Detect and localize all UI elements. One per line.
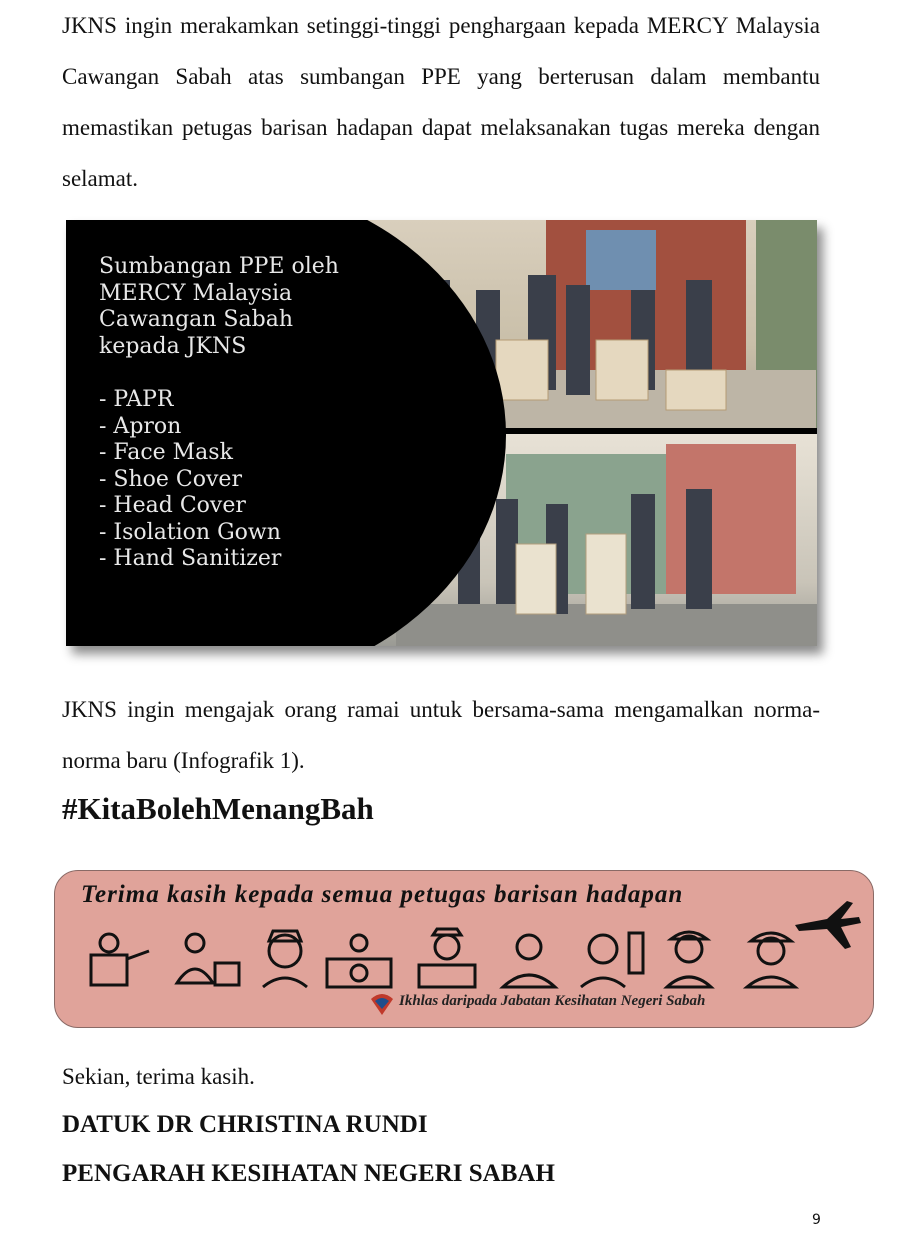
thank-you-banner [54,870,874,1028]
doctor-icon [503,935,555,987]
firefighter-icon [747,933,795,987]
ppe-donation-photo-collage [66,220,817,646]
list-item: - Isolation Gown [99,519,281,545]
collage-caption [99,254,339,573]
collage-title: Sumbangan PPE oleh MERCY Malaysia Cawangan Sabah kepada JKNS [99,254,339,359]
logo-icon [369,991,395,1017]
pharmacy-counter-icon [327,935,391,987]
list-item: - PAPR [99,387,174,412]
intro-paragraph: JKNS ingin merakamkan setinggi-tinggi penghargaan kepada MERCY Malaysia Cawangan Sabah atas sumbangan PPE yang berterusan dalam membantu memastikan petugas barisan hadapan dapat melaksanakan tugas mereka dengan selamat. [62,13,820,191]
closing-text: Sekian, terima kasih. [62,1064,255,1089]
banner-footer: Ikhlas daripada Jabatan Kesihatan Negeri Sabah [399,993,706,1009]
list-item: - Hand Sanitizer [99,546,282,571]
doctor-desk-icon [177,934,239,985]
nurse-icon [263,931,307,987]
airplane-icon [791,897,863,951]
signatory-name: DATUK DR CHRISTINA RUNDI [62,1111,428,1138]
list-item: - Shoe Cover [99,466,242,492]
list-item: - Face Mask [99,440,233,465]
list-item: - Head Cover [99,493,246,518]
hashtag: #KitaBolehMenangBah [62,791,374,826]
banner-title: Terima kasih kepada semua petugas barisan hadapan [81,881,684,908]
police-officer-icon [419,929,475,987]
signatory-title: PENGARAH KESIHATAN NEGERI SABAH [62,1160,555,1187]
page-number: 9 [812,1212,821,1228]
invitation-paragraph: JKNS ingin mengajak orang ramai untuk bersama-sama mengamalkan norma-norma baru (Infografik 1). [62,697,820,773]
soldier-icon [667,932,711,987]
ppe-item-list [99,387,339,573]
sprayer-worker-icon [91,934,149,985]
cleaner-icon [581,933,643,987]
list-item: - Apron [99,413,182,439]
